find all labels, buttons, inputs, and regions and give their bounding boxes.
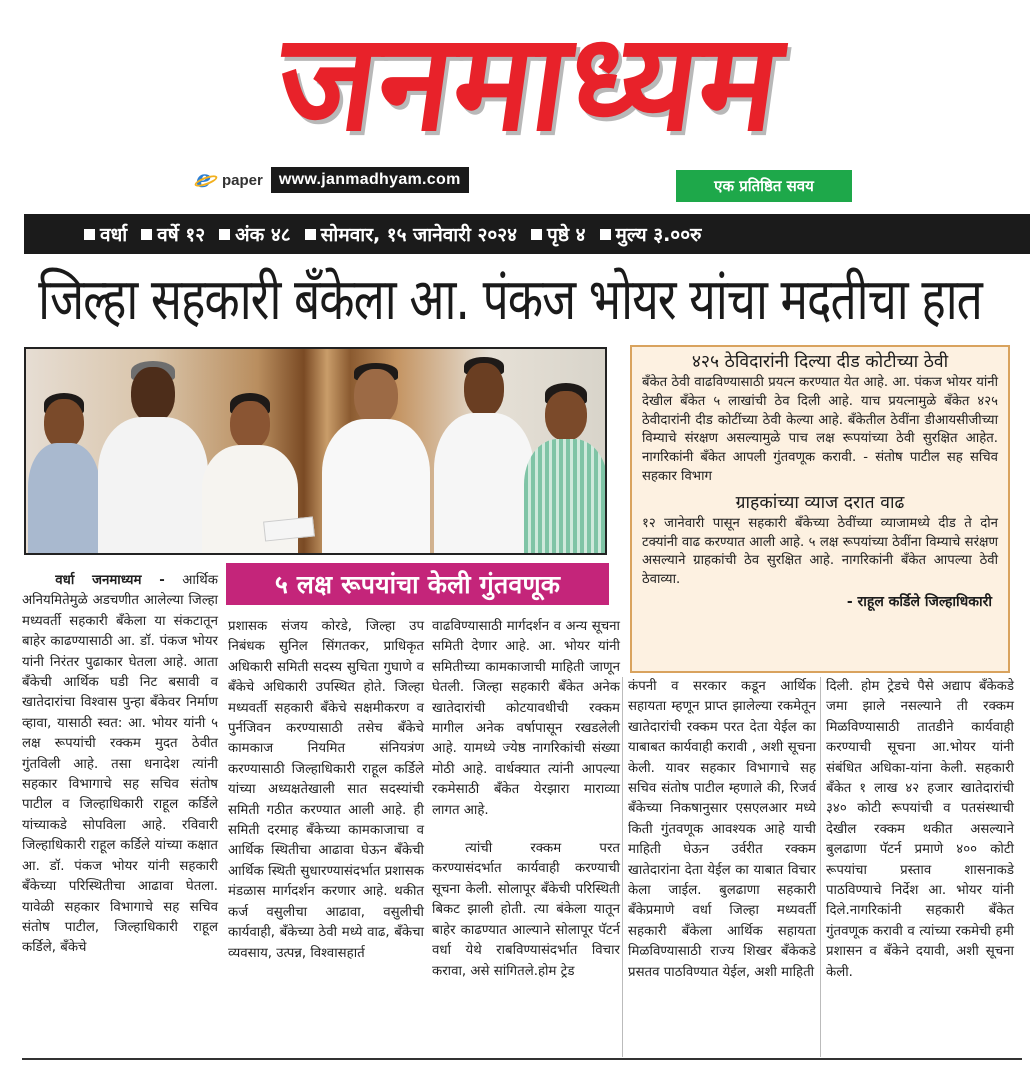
column-divider	[820, 677, 821, 1057]
info-city	[84, 221, 127, 247]
website-url[interactable]: www.janmadhyam.com	[271, 167, 469, 193]
internet-explorer-icon: e	[196, 169, 218, 191]
square-bullet-icon	[141, 229, 152, 240]
article-text: कंपनी व सरकार कडून आर्थिक सहायता म्हणून प्राप्त झालेल्या रकमेतून खातेदारांची रक्कम परत देता येईल का याबाबत कार्यवाही करावी , अशी सूचना केली. यावर सहकार विभागाचे सह सचिव संतोष पाटील म्हणाले की, रिजर्व बॅंकेच्या निकषानुसार एसएलआर मध्ये किती गुंतवणूक आवश्यक आहे याची माहिती घेऊन उर्वरीत रक्कम खातेदारांना देता येईल का याबात विचार केला जाईल. बुलढाणा सहकारी बॅंकेप्रमाणे वर्धा जिल्हा मध्यवर्ती सहकारी बॅंकेला आर्थिक सहायता मिळविण्यासाठी राज्य शिखर बॅंकेकडे प्रसतव पाठविण्यात येईल, अशी माहिती	[628, 679, 816, 980]
article-text: वाढविण्यासाठी मार्गदर्शन व अन्य सूचना समिती देणार आहे. आ. भोयर यांनी समितीच्या कामकाजाची माहिती जाणून घेतली. जिल्हा सहकारी बॅंकेत अनेक खातेदारांची कोटयावधीची रक्कम मागील अनेक वर्षापासून रखडलेली आहे. यामध्ये ज्येष्ठ नागरिकांची संख्या मोठी आहे. वार्धक्यात त्यांनी आपल्या रकमेसाठी बॅंकेत येरझारा माराव्या लागत आहे.	[432, 619, 620, 818]
square-bullet-icon	[219, 229, 230, 240]
box-paragraph-interest: १२ जानेवारी पासून सहकारी बॅंकेच्या ठेवींच्या व्याजामध्ये दीड ते दोन टक्यांनी वाढ करण्यात आली आहे. ५ लक्ष रूपयांच्या ठेवींना विम्याचे सरंक्षण असल्याने ग्राहकांची ठेव सुरक्षित आहे. नागरिकांनी बॅंकेत आपल्या ठेवी ठेवाव्या.	[642, 515, 998, 588]
info-issue	[219, 221, 290, 247]
cheque	[263, 516, 315, 541]
square-bullet-icon	[84, 229, 95, 240]
sidebar-box	[630, 345, 1010, 673]
person-figure	[322, 363, 430, 553]
article-column-4	[628, 677, 816, 983]
tagline-badge: एक प्रतिष्ठित सवय	[676, 170, 852, 202]
news-photo	[24, 347, 607, 555]
info-date	[305, 221, 517, 247]
box-heading-deposits: ४२५ ठेविदारांनी दिल्या दीड कोटीच्या ठेवी	[691, 352, 949, 372]
article-text: त्यांची रक्कम परत करण्यासंदर्भात कार्यवाही करण्याची सूचना केली. सोलापूर बॅंकेची परिस्थिती बिकट झाली होती. त्या बंकेला यातून बाहेर काढण्यात आल्याने सोलापूर पॅटर्न वर्धा येथे राबविण्यासंदर्भात विचार करावा, असे सांगितले.होम ट्रेड	[432, 841, 620, 979]
info-year-label: वर्षे १२	[157, 224, 206, 246]
info-price-label: मुल्य ३.००रु	[615, 224, 702, 246]
box-paragraph-deposits: बॅंकेत ठेवी वाढविण्यासाठी प्रयत्न करण्यात येत आहे. आ. पंकज भोयर यांनी देखील बॅंकेत ५ लाखांची ठेव दिली आहे. याच प्रयत्नामुळे बॅंकेत ४२५ ठेवीदारांनी दीड कोटींच्या ठेवी केल्या आहे. बॅंकेतील ठेवींना डीआयसीजीच्या विम्याचे संरक्षण असल्यामुळे पाच लक्ष रूपयांच्या ठेवी सुरक्षित आहेत. नागरिकांनी बॅंकेत आपली गुंतवणूक करावी. - संतोष पाटील सह सचिव सहकार विभाग	[642, 375, 998, 484]
column-divider	[622, 677, 623, 1057]
info-year	[141, 221, 205, 247]
info-pages	[531, 221, 585, 247]
square-bullet-icon	[305, 229, 316, 240]
info-city-label: वर्धा	[100, 224, 128, 246]
person-figure	[28, 393, 100, 553]
person-figure	[434, 357, 534, 553]
bottom-rule	[22, 1058, 1022, 1060]
newspaper-logo: जनमाध्यम	[268, 4, 792, 162]
info-price	[600, 221, 702, 247]
article-text: प्रशासक संजय कोरडे, जिल्हा उप निबंधक सुनिल सिंगतकर, प्राधिकृत अधिकारी समिती सदस्य सुचिता गुघाणे व बॅंकेचे अधिकारी उपस्थित होते. जिल्हा मध्यवर्ती सहकारी बॅंकेचे सक्षमीकरण व पुर्नजिवन करण्यासाठी तसेच बॅंकेचे कामकाज नियमित संनियत्रंण करण्यासाठी जिल्हाधिकारी राहूल कर्डिले यांच्या अध्यक्षतेखाली सात सदस्यांची समिती गठीत करण्यात आली आहे. ही समिती दरमाह बॅंकेच्या कामकाजाचा व आर्थिक स्थितीचा आढावा घेऊन बॅंकेची आर्थिक स्थिती सुधारण्यासंदर्भात प्रशासक मंडळास मार्गदर्शन करणार आहे. थकीत कर्ज वसुलीचा आढावा, वसुलीची कार्यवाही, बॅंकेच्या ठेवी मध्ये वाढ, बॅंकेचा व्यवसाय, उत्पन्न, विश्वासहार्त	[228, 619, 424, 961]
info-pages-label: पृष्ठे ४	[547, 224, 586, 246]
info-date-label: सोमवार, १५ जानेवारी २०२४	[320, 224, 518, 246]
epaper-label: paper	[222, 171, 263, 189]
article-column-2	[228, 617, 424, 964]
box-heading-interest: ग्राहकांच्या व्याज दरात वाढ	[735, 492, 905, 513]
square-bullet-icon	[531, 229, 542, 240]
main-headline: जिल्हा सहकारी बॅंकेला आ. पंकज भोयर यांचा मदतीचा हात	[38, 265, 982, 333]
article-text: दिली. होम ट्रेडचे पैसे अद्याप बॅंकेकडे जमा झाले नसल्याने ती रक्कम मिळविण्यासाठी तातडीने कार्यवाही करण्याची सूचना आ.भोयर यांनी संबंधित अधिका-यांना केली. सहकारी बॅंकेत १ लाख ४२ हजार खातेदारांची ३४० कोटी रूपयांची व पतसंस्थाची देखील रक्कम थकीत असल्याने बुलढाणा पॅटर्न प्रमाणे ४०० कोटी रूपयांचा प्रस्ताव शासनाकडे पाठविण्याचे निर्देश आ. भोयर यांनी दिले.नागरिकांनी सहकारी बॅंकेत गुंतवणूक करावी व त्यांच्या रकमेची हमी प्रशासन व बॅंकेने दयावी, अशी सूचना केली.	[826, 679, 1014, 980]
info-issue-label: अंक ४८	[235, 224, 291, 246]
article-column-1	[22, 571, 218, 959]
article-text: आर्थिक अनियमितेमुळे अडचणीत आलेल्या जिल्हा मध्यवर्ती सहकारी बॅंकेला या संकटातून बाहेर काढण्यासाठी आ. डॉ. पंकज भोयर यांनी निरंतर पुढाकार घेतला आहे. आता बॅंकेची आर्थिक घडी निट बसावी व खातेदारांचा विश्वास पुन्हा बॅंकेवर निर्माण व्हावा, यासाठी स्वत: आ. भोयर यांनी ५ लक्ष रूपयांची रक्कम मुदत ठेवीत गुंतविली आहे. तसा धनादेश त्यांनी सहकार विभागाचे सह सचिव संतोष पाटील व जिल्हाधिकारी राहूल कर्डिले यांच्याकडे सोपविला आहे. रविवारी जिल्हाधिकारी राहूल कर्डिले यांच्या कक्षात आ. डॉ. पंकज भोयर यांनी सहकारी बॅंकेच्या परिस्थितीचा आढावा घेतला. यावेळी सहकार विभागाचे सह सचिव संतोष पाटील, जिल्हाधिकारी राहूल कर्डिले, बॅंकेचे	[22, 573, 218, 956]
epaper-link[interactable]	[196, 164, 469, 193]
person-figure	[524, 383, 607, 553]
box-signature: - राहूल कर्डिले जिल्हाधिकारी	[846, 593, 992, 610]
dateline: वर्धा जनमाध्यम -	[55, 573, 165, 588]
article-column-3	[432, 617, 620, 982]
person-figure	[98, 361, 208, 553]
sub-headline-banner: ५ लक्ष रूपयांचा केली गुंतवणूक	[226, 563, 609, 605]
square-bullet-icon	[600, 229, 611, 240]
article-column-5	[826, 677, 1014, 983]
